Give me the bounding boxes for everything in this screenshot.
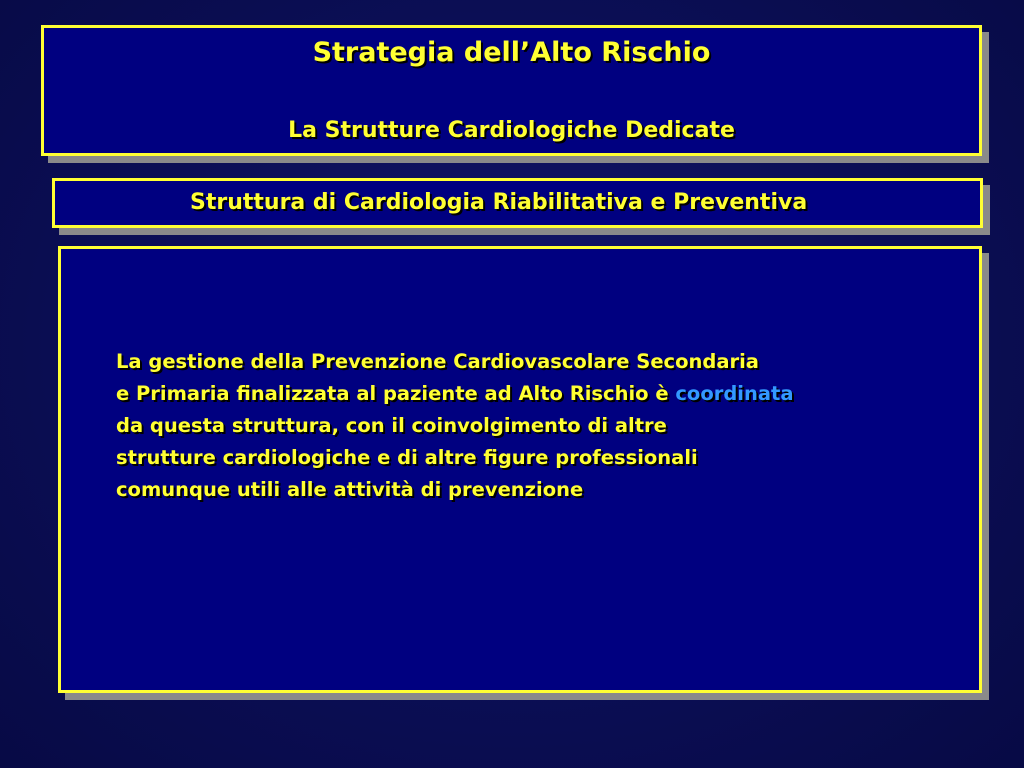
- section-heading-panel: [52, 178, 983, 228]
- body-line-1: La gestione della Prevenzione Cardiovascolare Secondaria: [116, 350, 759, 373]
- slide-title: Strategia dell’Alto Rischio: [312, 37, 711, 68]
- body-line-2-text: e Primaria finalizzata al paziente ad Alto Rischio è: [116, 382, 676, 405]
- body-line-5: comunque utili alle attività di prevenzione: [116, 478, 584, 501]
- body-line-3: da questa struttura, con il coinvolgimento di altre: [116, 414, 667, 437]
- title-panel: [41, 25, 982, 156]
- body-line-2: [116, 378, 794, 410]
- body-paragraph: [116, 346, 794, 506]
- body-line-4: strutture cardiologiche e di altre figure professionali: [116, 446, 698, 469]
- content-panel: [58, 246, 982, 693]
- highlighted-word: coordinata: [675, 382, 794, 405]
- slide-subtitle: La Strutture Cardiologiche Dedicate: [288, 118, 735, 143]
- section-heading: Struttura di Cardiologia Riabilitativa e Preventiva: [190, 190, 808, 215]
